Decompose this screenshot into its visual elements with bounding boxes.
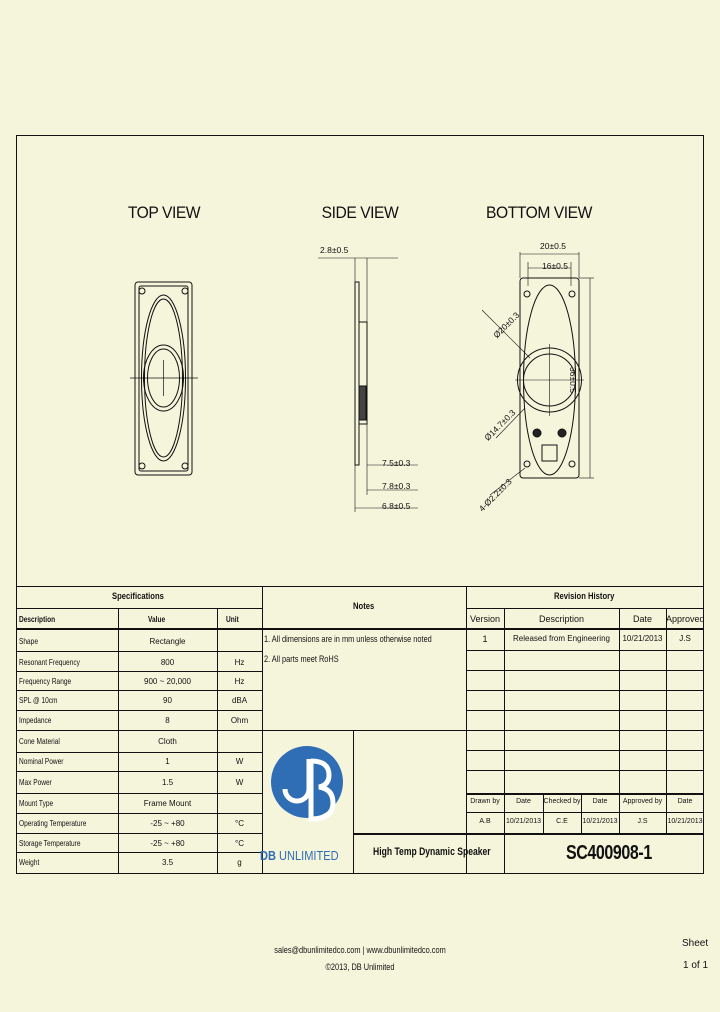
bottom-dim-dia-outer: Ø20±0.3	[491, 309, 522, 341]
bottom-dim-holes: 4-Ø2.2±0.3	[476, 476, 514, 514]
bottom-dim-width-outer: 20±0.5	[540, 241, 566, 251]
revision-col-version: Version	[469, 614, 501, 624]
specs-title: Specifications	[112, 591, 164, 601]
side-view-drawing	[318, 240, 428, 515]
db-logo-icon	[263, 731, 353, 841]
approved-by-label: Approved by	[622, 798, 663, 805]
drawn-by: A.B	[479, 818, 491, 825]
company-logo	[260, 731, 353, 873]
footer-contact: sales@dbunlimitedco.com | www.dbunlimitedco.com	[274, 945, 446, 955]
specs-col-unit: Unit	[226, 615, 239, 624]
bottom-view-drawing	[470, 240, 610, 520]
revision-title: Revision History	[554, 591, 615, 601]
note-item-2: 2. All parts meet RoHS	[264, 654, 339, 664]
bottom-dim-width-inner: 16±0.5	[542, 261, 568, 271]
drawn-date-label: Date	[516, 798, 531, 805]
product-description: High Temp Dynamic Speaker	[373, 846, 491, 858]
checked-date: 10/21/2013	[582, 818, 618, 825]
approved-date: 10/21/2013	[667, 818, 703, 825]
side-dim-2: 7.8±0.3	[382, 481, 411, 491]
drawn-date: 10/21/2013	[505, 818, 542, 825]
specs-col-desc: Description	[19, 615, 56, 624]
notes-title: Notes	[353, 601, 375, 611]
checked-by: C.E	[556, 818, 568, 825]
top-view-title: TOP VIEW	[127, 203, 201, 222]
side-dim-1: 7.5±0.3	[382, 458, 411, 468]
drawn-by-label: Drawn by	[470, 798, 500, 805]
approved-by: J.S	[637, 818, 648, 825]
footer-copyright: ©2013, DB Unlimited	[325, 962, 395, 972]
sheet-value: 1 of 1	[683, 960, 709, 971]
bottom-view-title: BOTTOM VIEW	[486, 203, 592, 222]
side-view-title: SIDE VIEW	[321, 203, 399, 222]
top-view-drawing	[120, 270, 210, 485]
revision-col-date: Date	[632, 614, 652, 624]
side-dim-3: 6.8±0.5	[382, 501, 411, 511]
checked-by-label: Checked by	[543, 798, 581, 805]
logo-text-unlimited: UNLIMITED	[279, 848, 339, 863]
bottom-dim-height: 36±0.5	[567, 367, 578, 393]
part-number: SC400908-1	[566, 842, 652, 864]
specs-col-value: Value	[148, 615, 166, 624]
sheet-label: Sheet	[682, 938, 709, 949]
revision-col-desc: Description	[538, 614, 585, 624]
note-item-1: 1. All dimensions are in mm unless otherwise noted	[264, 634, 432, 644]
side-dim-top: 2.8±0.5	[320, 245, 349, 255]
approved-date-label: Date	[677, 798, 693, 805]
logo-text-db: DB	[260, 848, 276, 863]
revision-col-approved: Approved	[666, 614, 705, 624]
checked-date-label: Date	[592, 798, 608, 805]
bottom-dim-dia-inner: Ø14.7±0.3	[482, 407, 518, 443]
